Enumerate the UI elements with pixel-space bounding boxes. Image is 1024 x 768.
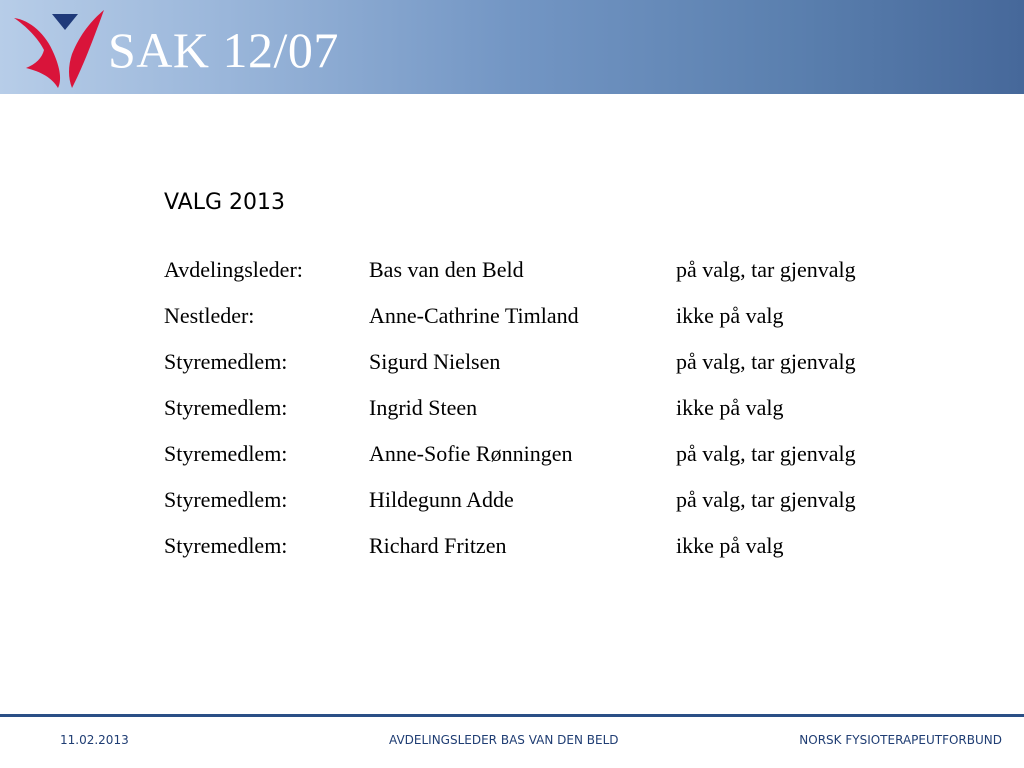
roster-name: Anne-Cathrine Timland: [369, 303, 579, 328]
roster-name: Richard Fritzen: [369, 533, 507, 558]
roster-row: [164, 438, 924, 484]
footer-organization: NORSK FYSIOTERAPEUTFORBUND: [799, 733, 1002, 747]
footer-presenter: AVDELINGSLEDER BAS VAN DEN BELD: [389, 733, 619, 747]
roster-row: [164, 300, 924, 346]
slide-header: [0, 0, 1024, 94]
roster-status: ikke på valg: [676, 395, 784, 420]
election-roster: [164, 254, 924, 576]
roster-role: Styremedlem:: [164, 533, 288, 558]
roster-status: på valg, tar gjenvalg: [676, 487, 856, 512]
slide-title: SAK 12/07: [108, 22, 339, 78]
footer-date: 11.02.2013: [60, 733, 129, 747]
roster-name: Bas van den Beld: [369, 257, 524, 282]
roster-status: ikke på valg: [676, 533, 784, 558]
footer-divider: [0, 714, 1024, 717]
roster-name: Anne-Sofie Rønningen: [369, 441, 573, 466]
roster-row: [164, 392, 924, 438]
roster-name: Sigurd Nielsen: [369, 349, 501, 374]
roster-row: [164, 484, 924, 530]
roster-status: på valg, tar gjenvalg: [676, 441, 856, 466]
roster-role: Styremedlem:: [164, 349, 288, 374]
roster-row: [164, 530, 924, 576]
roster-role: Styremedlem:: [164, 395, 288, 420]
organization-logo-icon: [12, 8, 108, 90]
roster-status: på valg, tar gjenvalg: [676, 349, 856, 374]
roster-role: Nestleder:: [164, 303, 255, 328]
roster-role: Avdelingsleder:: [164, 257, 303, 282]
roster-row: [164, 254, 924, 300]
roster-name: Hildegunn Adde: [369, 487, 514, 512]
section-heading: VALG 2013: [164, 190, 285, 215]
roster-name: Ingrid Steen: [369, 395, 478, 420]
roster-role: Styremedlem:: [164, 441, 288, 466]
roster-status: ikke på valg: [676, 303, 784, 328]
roster-row: [164, 346, 924, 392]
roster-role: Styremedlem:: [164, 487, 288, 512]
roster-status: på valg, tar gjenvalg: [676, 257, 856, 282]
